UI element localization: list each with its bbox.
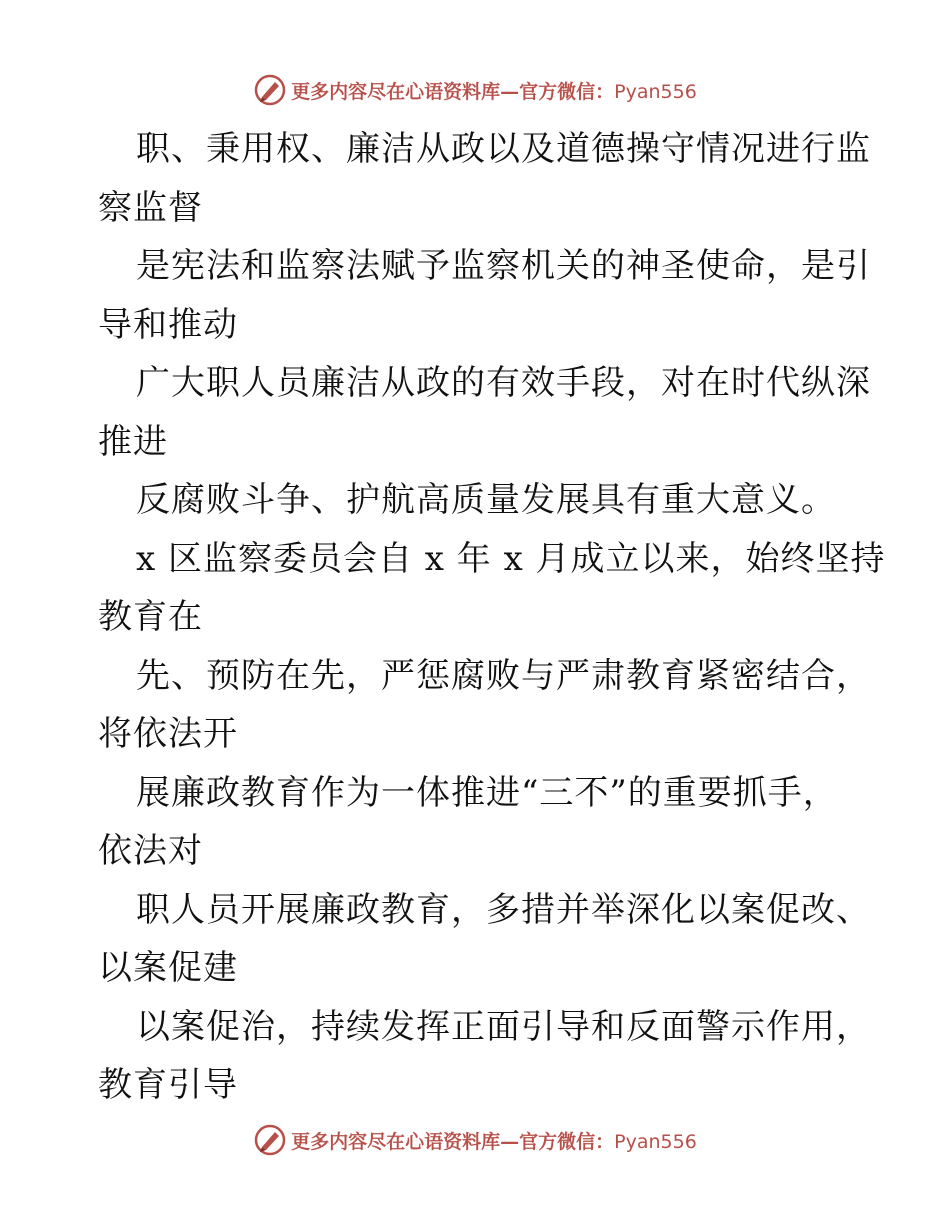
document-body [98, 120, 886, 1115]
header-banner [0, 70, 950, 110]
text-line: 推进 [98, 421, 168, 462]
text-line: 职、秉用权、廉洁从政以及道德操守情况进行监 [136, 129, 871, 169]
text-line: 先、预防在先，严惩腐败与严肃教育紧密结合， [136, 655, 871, 696]
text-line: 导和推动 [98, 304, 238, 345]
text-line: 将依法开 [98, 714, 238, 754]
text-line: 是宪法和监察法赋予监察机关的神圣使命，是引 [136, 246, 871, 286]
text-line: 反腐败斗争、护航高质量发展具有重大意义。 [136, 480, 836, 520]
text-line: 教育引导 [98, 1065, 238, 1105]
text-line: x 区监察委员会自 x 年 x 月成立以来，始终坚持 [136, 538, 886, 579]
text-line: 职人员开展廉政教育，多措并举深化以案促改、 [136, 889, 871, 930]
pen-logo-icon [253, 73, 287, 107]
footer-banner [0, 1120, 950, 1160]
text-line: 广大职人员廉洁从政的有效手段，对在时代纵深 [136, 363, 871, 403]
text-line: 以案促建 [98, 948, 238, 988]
footer-banner-text: 更多内容尽在心语资料库—官方微信：Pyan556 [291, 1130, 697, 1153]
header-banner-text: 更多内容尽在心语资料库—官方微信：Pyan556 [291, 80, 697, 103]
text-line: 察监督 [98, 187, 203, 228]
pen-logo-icon [253, 1123, 287, 1157]
text-line: 展廉政教育作为一体推进“三不”的重要抓手， [136, 772, 838, 813]
text-line: 依法对 [98, 831, 203, 871]
text-line: 以案促治，持续发挥正面引导和反面警示作用， [136, 1006, 871, 1047]
text-line: 教育在 [98, 597, 203, 637]
